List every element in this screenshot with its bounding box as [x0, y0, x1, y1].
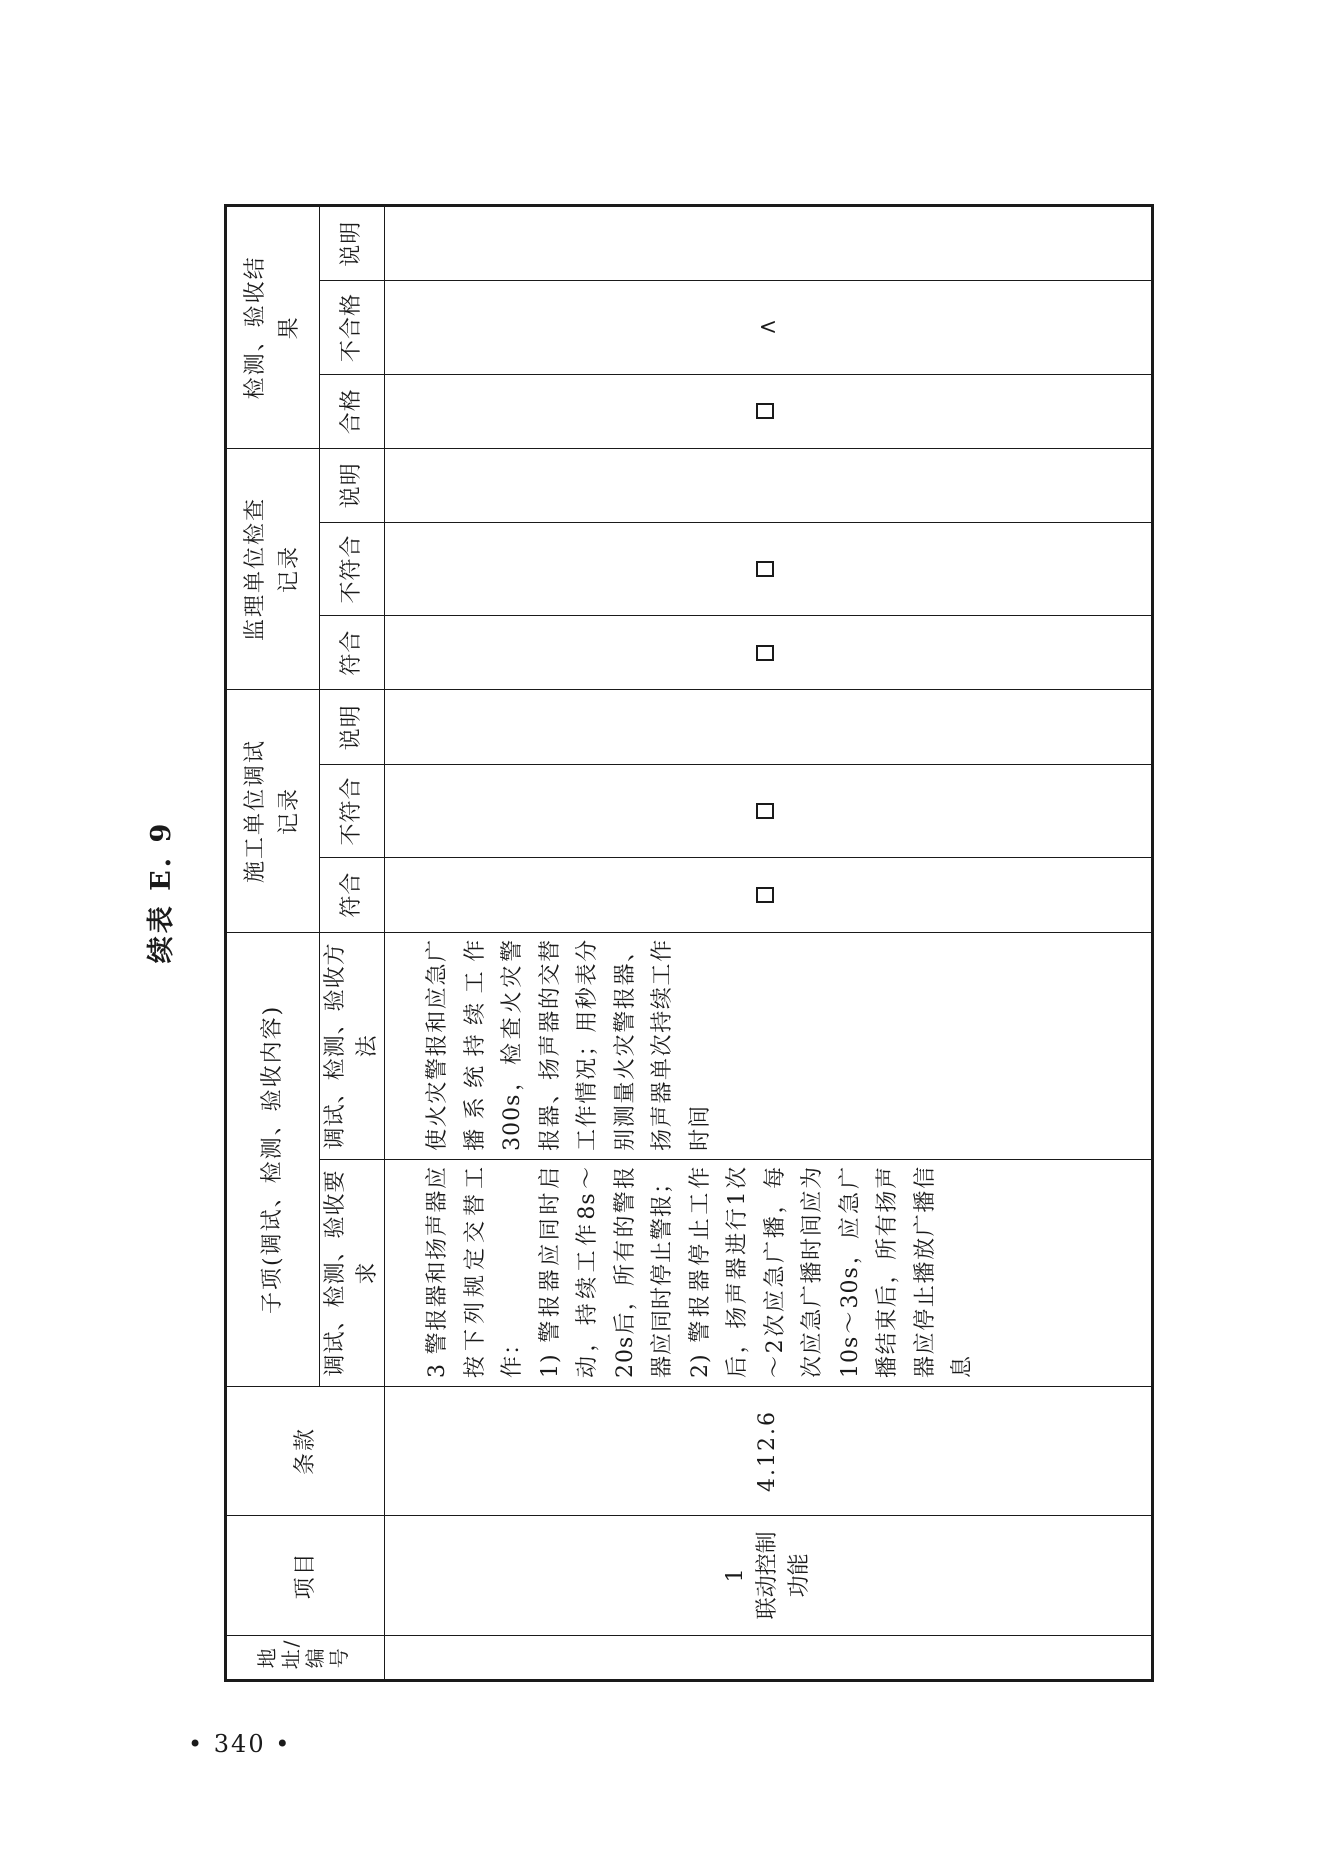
table-row — [385, 206, 1153, 1681]
supervision-nonconform-checkbox[interactable] — [756, 561, 774, 577]
construction-nonconform-cell — [385, 765, 1153, 857]
result-fail-mark: < — [758, 314, 778, 340]
header-supervision-conform: 符合 — [320, 616, 385, 690]
result-pass-checkbox[interactable] — [756, 403, 774, 419]
requirement-text: 3 警报器和扬声器应按下列规定交替工作： 1) 警报器应同时启动，持续工作8s～20s后，所有的警报器应同时停止警报； 2) 警报器停止工作后，扬声器进行1次～2次应急广播，每次应急广播时间应为10s～30s，应急广播结束后，所有扬声器应停止播放广播信息 — [425, 1165, 975, 1378]
supervision-conform-cell — [385, 616, 1153, 690]
supervision-conform-checkbox[interactable] — [756, 645, 774, 661]
address-cell — [385, 1635, 1153, 1680]
method-text: 使火灾警报和应急广播系统持续工作300s，检查火灾警报器、扬声器的交替工作情况；用秒表分别测量火灾警报器、扬声器单次持续工作时间 — [425, 938, 713, 1151]
header-construction-nonconform: 不符合 — [320, 765, 385, 857]
result-pass-cell — [385, 374, 1153, 448]
supervision-nonconform-cell — [385, 522, 1153, 615]
construction-conform-checkbox[interactable] — [756, 887, 774, 903]
table-title: 续表 E. 9 — [146, 820, 177, 964]
clause-cell: 4.12.6 — [385, 1387, 1153, 1516]
item-name: 联动控制功能 — [755, 1531, 812, 1620]
construction-conform-cell — [385, 857, 1153, 932]
requirement-cell — [385, 1159, 1153, 1386]
header-result-pass: 合格 — [320, 374, 385, 448]
result-fail-cell — [385, 281, 1153, 374]
method-cell — [385, 932, 1153, 1159]
header-address: 地址/编号 — [226, 1635, 385, 1680]
header-item: 项目 — [226, 1516, 385, 1636]
header-subitem: 子项(调试、检测、验收内容) — [226, 932, 320, 1386]
page-number: • 340 • — [188, 1730, 292, 1758]
header-supervision-note: 说明 — [320, 448, 385, 522]
header-requirement: 调试、检测、验收要求 — [320, 1159, 385, 1386]
header-construction: 施工单位调试记录 — [226, 690, 320, 933]
header-result-fail: 不合格 — [320, 281, 385, 374]
header-supervision-nonconform: 不符合 — [320, 522, 385, 615]
item-cell — [385, 1516, 1153, 1636]
construction-nonconform-checkbox[interactable] — [756, 803, 774, 819]
header-clause: 条款 — [226, 1387, 385, 1516]
item-number: 1 — [723, 1568, 748, 1583]
acceptance-table — [224, 204, 1154, 1682]
supervision-note-cell — [385, 448, 1153, 522]
header-method: 调试、检测、验收方法 — [320, 932, 385, 1159]
construction-note-cell — [385, 690, 1153, 765]
header-result: 检测、验收结果 — [226, 206, 320, 449]
header-construction-conform: 符合 — [320, 857, 385, 932]
header-result-note: 说明 — [320, 206, 385, 281]
rotated-table-container — [224, 204, 1132, 1682]
header-supervision: 监理单位检查记录 — [226, 448, 320, 689]
result-note-cell — [385, 206, 1153, 281]
header-row-1 — [226, 206, 320, 1681]
header-construction-note: 说明 — [320, 690, 385, 765]
